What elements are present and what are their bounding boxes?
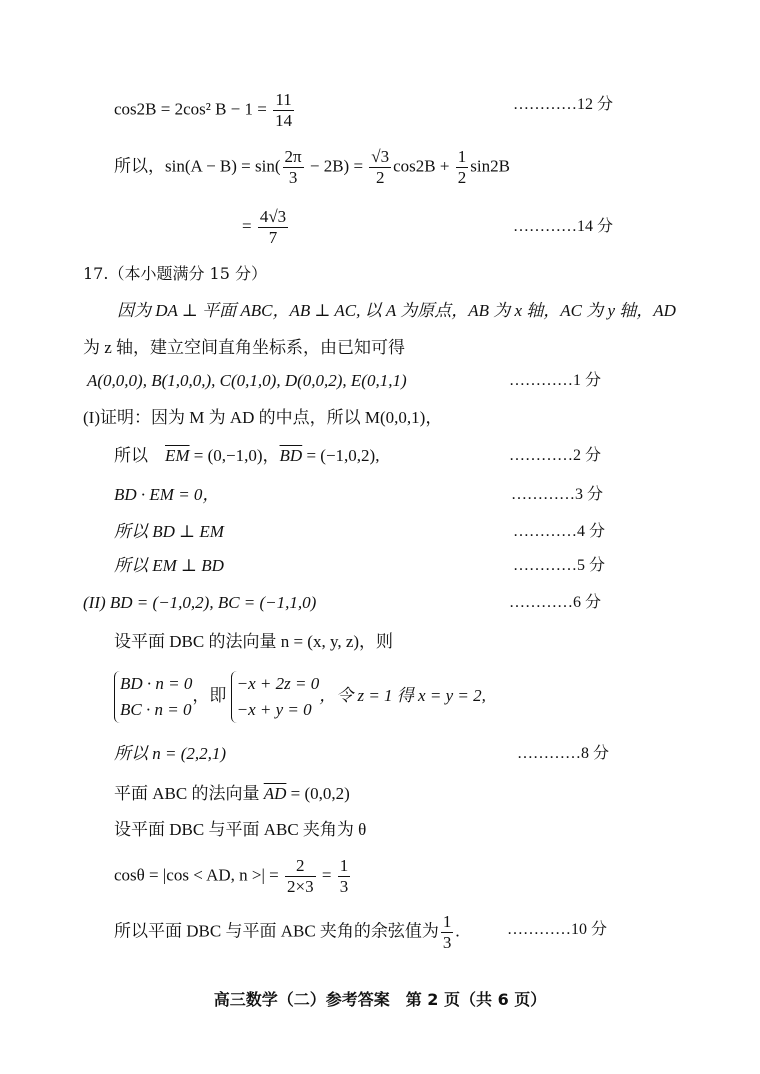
- score-14: …………14 分: [513, 218, 614, 235]
- fraction-denominator: 3: [288, 168, 298, 187]
- fraction-numerator: 1: [442, 912, 452, 931]
- system-brace-2: [231, 671, 320, 723]
- solution-text: ，令 z = 1 得 x = y = 2,: [319, 685, 486, 705]
- cos-theta-expr: cosθ = |cos < AD, n >| =: [114, 865, 283, 885]
- part-ii-vectors: (II) BD = (−1,0,2), BC = (−1,1,0): [83, 593, 317, 612]
- score-5: …………5 分: [513, 557, 606, 574]
- plane-abc-normal: [114, 784, 350, 804]
- equation-bd-n: BD · n = 0: [120, 674, 193, 693]
- period: .: [455, 921, 460, 941]
- fraction-numerator: 1: [339, 856, 349, 875]
- score-2: …………2 分: [509, 447, 602, 464]
- equals-sign: =: [317, 865, 336, 885]
- fraction-2-6: [285, 856, 316, 897]
- fraction-denominator: 2: [457, 168, 467, 187]
- equation-2: −x + y = 0: [236, 700, 312, 719]
- fraction-2pi-3: [283, 147, 304, 188]
- part-i-proof-intro: (I)证明：因为 M 为 AD 的中点，所以 M(0,0,1)，: [83, 408, 443, 427]
- result-4sqrt3-7: [242, 207, 290, 248]
- score-8: …………8 分: [517, 745, 610, 762]
- cos2b-formula: [114, 90, 296, 131]
- vector-bd: $\overline{BD}$: [279, 446, 303, 465]
- fraction-11-14: [273, 90, 294, 131]
- system-brace-1: [114, 671, 192, 723]
- normal-vector-setup: 设平面 DBC 的法向量 n = (x, y, z)，则: [114, 632, 394, 651]
- so-label: 所以，: [114, 156, 165, 176]
- cos-theta-calc: [114, 856, 352, 897]
- fraction-denominator: 2: [375, 168, 385, 187]
- fraction-1-2: [456, 147, 469, 188]
- so-label: 所以: [114, 446, 148, 465]
- cos2b-expression: cos2B = 2cos² B − 1 =: [114, 99, 272, 119]
- fraction-numerator: 2: [285, 856, 316, 877]
- question-17-title: 17.（本小题满分 15 分）: [83, 264, 267, 283]
- vector-ad: $\overline{AD}$: [263, 784, 287, 803]
- score-4: …………4 分: [513, 523, 606, 540]
- setup-line-2: 为 z 轴，建立空间直角坐标系，由已知可得: [83, 338, 406, 357]
- score-12: …………12 分: [513, 96, 614, 113]
- vector-ad-value: = (0,0,2): [286, 784, 350, 803]
- sin-difference-formula: [114, 147, 510, 188]
- equation-1: −x + 2z = 0: [236, 674, 320, 693]
- fraction-1-3: [338, 856, 351, 897]
- fraction-denominator: 14: [275, 111, 293, 130]
- fraction-denominator: 7: [268, 228, 278, 247]
- fraction-numerator: 2π: [284, 147, 302, 166]
- dot-product-zero: BD · EM = 0，: [114, 485, 220, 504]
- normal-vector-result: 所以 n = (2,2,1): [114, 744, 227, 763]
- fraction-denominator: 3: [442, 933, 452, 952]
- fraction-4sqrt3-7: [258, 207, 288, 248]
- score-6: …………6 分: [509, 594, 602, 611]
- em-perp-bd: 所以 EM ⊥ BD: [114, 556, 224, 575]
- bd-perp-em: 所以 BD ⊥ EM: [114, 522, 224, 541]
- fraction-numerator: 4√3: [259, 207, 287, 226]
- score-10: …………10 分: [507, 921, 608, 938]
- fraction-1-3-final: [441, 912, 454, 953]
- vector-em-value: = (0,−1,0)，: [189, 446, 280, 465]
- vector-bd-value: = (−1,0,2),: [302, 446, 380, 465]
- sin-expr-b: − 2B) =: [305, 156, 368, 176]
- vectors-em-bd: [114, 446, 379, 466]
- sin-expr-d: sin2B: [470, 156, 510, 176]
- vector-em: $\overline{EM}$: [165, 446, 190, 465]
- sin-expr-a: sin(A − B) = sin(: [165, 156, 281, 176]
- sin-expr-c: cos2B +: [393, 156, 454, 176]
- page-footer: 高三数学（二）参考答案 第 2 页（共 6 页）: [213, 990, 547, 1009]
- fraction-denominator: 2×3: [287, 877, 314, 896]
- equation-bc-n: BC · n = 0: [120, 700, 192, 719]
- fraction-denominator: 3: [339, 877, 349, 896]
- score-3: …………3 分: [511, 486, 604, 503]
- fraction-sqrt3-2: [369, 147, 391, 188]
- angle-setup: 设平面 DBC 与平面 ABC 夹角为 θ: [114, 820, 367, 839]
- equals-sign: =: [242, 216, 256, 236]
- fraction-numerator: 1: [457, 147, 467, 166]
- that-is-label: ，即: [192, 685, 227, 705]
- fraction-numerator: √3: [371, 147, 390, 166]
- conclusion-line: [114, 912, 460, 953]
- conclusion-text: 所以平面 DBC 与平面 ABC 夹角的余弦值为: [114, 921, 439, 941]
- equation-system: [114, 671, 486, 723]
- score-1: …………1 分: [509, 372, 602, 389]
- coordinates-line: A(0,0,0), B(1,0,0,), C(0,1,0), D(0,0,2), E(0,1,1): [87, 371, 407, 390]
- fraction-numerator: 11: [273, 90, 294, 111]
- plane-abc-normal-label: 平面 ABC 的法向量: [114, 784, 264, 803]
- setup-line-1: 因为 DA ⊥ 平面 ABC，AB ⊥ AC, 以 A 为原点，AB 为 x 轴，AC 为 y 轴，AD: [117, 301, 676, 320]
